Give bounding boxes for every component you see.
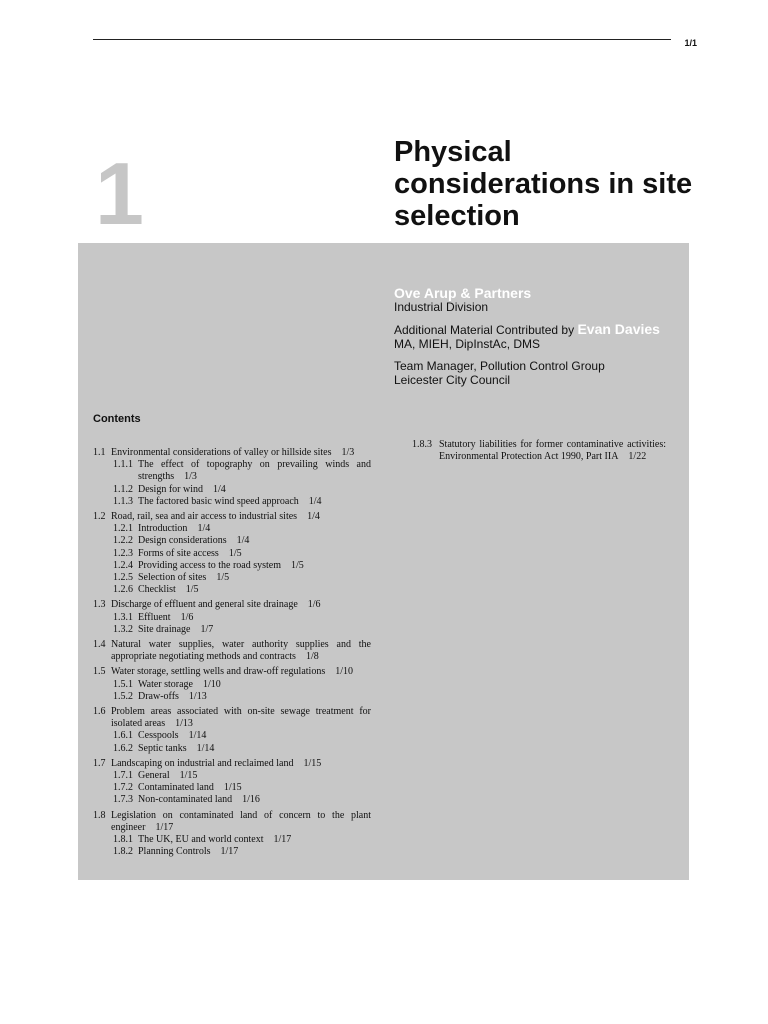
contributor-qualifications: MA, MIEH, DipInstAc, DMS: [394, 337, 541, 351]
toc-text: Non-contaminated land 1/16: [138, 794, 260, 806]
toc-subentry: [93, 743, 371, 755]
toc-text: The factored basic wind speed approach 1/4: [138, 495, 322, 507]
toc-page: 1/14: [196, 742, 215, 754]
toc-number: 1.1.3: [113, 495, 133, 507]
contents-heading: Contents: [93, 413, 141, 425]
toc-number: 1.7.1: [113, 770, 133, 782]
toc-subentry: [93, 548, 371, 560]
toc-text: Contaminated land 1/15: [138, 782, 242, 794]
toc-page: 1/8: [305, 651, 319, 663]
toc-number: 1.3.2: [113, 623, 133, 635]
contributor-affiliation: Leicester City Council: [394, 373, 511, 387]
toc-text: Site drainage 1/7: [138, 623, 214, 635]
contributor-line: [394, 322, 686, 337]
toc-text: Legislation on contaminated land of concern to the plant engineer 1/17: [111, 809, 371, 833]
chapter-title: Physical considerations in site selection: [394, 136, 693, 232]
toc-text: Landscaping on industrial and reclaimed land 1/15: [111, 757, 322, 769]
toc-section: [93, 639, 371, 663]
toc-page: 1/7: [200, 623, 214, 635]
toc-number: 1.8.3: [412, 439, 432, 450]
toc-right-column: [412, 439, 666, 463]
toc-text: Introduction 1/4: [138, 523, 211, 535]
contributor-role: Team Manager, Pollution Control Group: [394, 359, 605, 373]
toc-page: 1/4: [308, 495, 322, 507]
toc-page: 1/16: [242, 794, 260, 806]
toc-entry: [93, 447, 371, 459]
toc-page: 1/6: [307, 599, 321, 611]
toc-text: Cesspools 1/14: [138, 730, 207, 742]
toc-page: 1/5: [216, 572, 230, 584]
toc-number: 1.5: [93, 666, 106, 678]
toc-number: 1.1.2: [113, 483, 133, 495]
toc-text: The effect of topography on prevailing winds and strengths 1/3: [138, 459, 371, 483]
toc-number: 1.6: [93, 706, 106, 718]
toc-number: 1.3: [93, 599, 106, 611]
toc-text: Statutory liabilities for former contaminative activities: Environmental Protection Act 1990, Part IIA 1/22: [439, 439, 666, 463]
toc-text: Natural water supplies, water authority supplies and the appropriate negotiating methods and contracts 1/8: [111, 639, 371, 663]
toc-page: 1/15: [179, 770, 198, 782]
toc-subentry: [93, 560, 371, 572]
toc-text: Draw-offs 1/13: [138, 690, 207, 702]
toc-subentry: [93, 523, 371, 535]
toc-section: [93, 810, 371, 859]
toc-page: 1/4: [236, 535, 250, 547]
toc-number: 1.5.1: [113, 678, 133, 690]
toc-number: 1.3.1: [113, 611, 133, 623]
toc-subentry: [93, 624, 371, 636]
toc-number: 1.2: [93, 511, 106, 523]
toc-number: 1.7.3: [113, 794, 133, 806]
toc-text: Problem areas associated with on-site sewage treatment for isolated areas 1/13: [111, 706, 371, 730]
toc-subentry: [93, 846, 371, 858]
toc-page: 1/17: [220, 846, 239, 858]
toc-page: 1/4: [213, 483, 226, 495]
toc-subentry: [93, 730, 371, 742]
toc-page: 1/17: [273, 834, 292, 846]
toc-number: 1.2.1: [113, 523, 133, 535]
toc-text: Design considerations 1/4: [138, 535, 250, 547]
toc-subentry: [93, 612, 371, 624]
toc-section: [93, 599, 371, 636]
toc-section: [93, 758, 371, 807]
toc-number: 1.2.6: [113, 584, 133, 596]
toc-number: 1.2.3: [113, 547, 133, 559]
toc-subentry: [93, 496, 371, 508]
toc-entry: [93, 639, 371, 663]
toc-text: Effluent 1/6: [138, 611, 194, 623]
toc-text: Discharge of effluent and general site drainage 1/6: [111, 599, 321, 611]
toc-page: 1/13: [188, 690, 207, 702]
toc-text: Road, rail, sea and air access to industrial sites 1/4: [111, 511, 320, 523]
contributed-prefix: Additional Material Contributed by: [394, 323, 575, 337]
toc-entry: [93, 810, 371, 834]
toc-subentry: [412, 439, 666, 463]
toc-entry: [93, 758, 371, 770]
toc-entry: [93, 706, 371, 730]
toc-subentry: [93, 535, 371, 547]
toc-number: 1.2.4: [113, 559, 133, 571]
toc-page: 1/13: [175, 718, 193, 730]
toc-number: 1.1.1: [113, 459, 133, 471]
toc-subentry: [93, 834, 371, 846]
toc-text: The UK, EU and world context 1/17: [138, 834, 292, 846]
toc-section: [93, 666, 371, 703]
toc-number: 1.6.1: [113, 730, 133, 742]
toc-page: 1/22: [628, 451, 647, 463]
page-folio: 1/1: [684, 38, 697, 48]
author-division: Industrial Division: [394, 300, 489, 314]
toc-page: 1/15: [303, 757, 322, 769]
toc-page: 1/15: [223, 782, 242, 794]
toc-page: 1/14: [188, 730, 207, 742]
chapter-number: 1: [95, 144, 144, 243]
toc-page: 1/5: [228, 547, 242, 559]
toc-text: Selection of sites 1/5: [138, 572, 230, 584]
toc-subentry: [93, 679, 371, 691]
toc-page: 1/5: [185, 584, 199, 596]
toc-subentry: [93, 484, 371, 496]
toc-number: 1.6.2: [113, 742, 133, 754]
toc-subentry: [93, 572, 371, 584]
toc-page: 1/17: [155, 821, 174, 833]
toc-text: Water storage, settling wells and draw-off regulations 1/10: [111, 666, 354, 678]
toc-text: Septic tanks 1/14: [138, 742, 215, 754]
toc-page: 1/10: [335, 666, 354, 678]
toc-text: Environmental considerations of valley or hillside sites 1/3: [111, 447, 355, 458]
toc-text: Planning Controls 1/17: [138, 846, 239, 858]
toc-text: Design for wind 1/4: [138, 483, 226, 495]
contributor-name: Evan Davies: [577, 321, 660, 337]
toc-subentry: [93, 584, 371, 596]
toc-page: 1/4: [307, 511, 320, 523]
toc-number: 1.5.2: [113, 690, 133, 702]
toc-text: Providing access to the road system 1/5: [138, 559, 304, 571]
toc-text: Water storage 1/10: [138, 678, 221, 690]
toc-text: Checklist 1/5: [138, 584, 199, 596]
toc-page: 1/3: [184, 471, 197, 483]
toc-page: 1/4: [197, 523, 211, 535]
toc-page: 1/5: [291, 559, 304, 571]
toc-subentry: [93, 770, 371, 782]
toc-number: 1.7: [93, 757, 106, 769]
toc-section: [93, 511, 371, 596]
toc-left-column: [93, 447, 371, 862]
toc-subentry: [93, 782, 371, 794]
toc-number: 1.4: [93, 639, 106, 651]
toc-number: 1.2.5: [113, 572, 133, 584]
toc-entry: [93, 511, 371, 523]
author-block: [394, 286, 686, 395]
toc-number: 1.8.1: [113, 834, 133, 846]
toc-number: 1.8.2: [113, 846, 133, 858]
toc-section: [93, 706, 371, 755]
toc-subentry: [93, 459, 371, 483]
toc-entry: [93, 666, 371, 678]
toc-number: 1.2.2: [113, 535, 133, 547]
toc-number: 1.7.2: [113, 782, 133, 794]
toc-number: 1.1: [93, 447, 106, 458]
header-rule: [93, 39, 671, 40]
toc-text: General 1/15: [138, 770, 198, 782]
toc-section: [93, 447, 371, 508]
toc-page: 1/6: [180, 611, 194, 623]
toc-subentry: [93, 691, 371, 703]
toc-entry: [93, 599, 371, 611]
author-organization: Ove Arup & Partners: [394, 285, 532, 301]
toc-page: 1/10: [203, 678, 221, 690]
toc-number: 1.8: [93, 809, 106, 821]
toc-text: Forms of site access 1/5: [138, 547, 242, 559]
toc-page: 1/3: [341, 447, 355, 458]
toc-subentry: [93, 794, 371, 806]
